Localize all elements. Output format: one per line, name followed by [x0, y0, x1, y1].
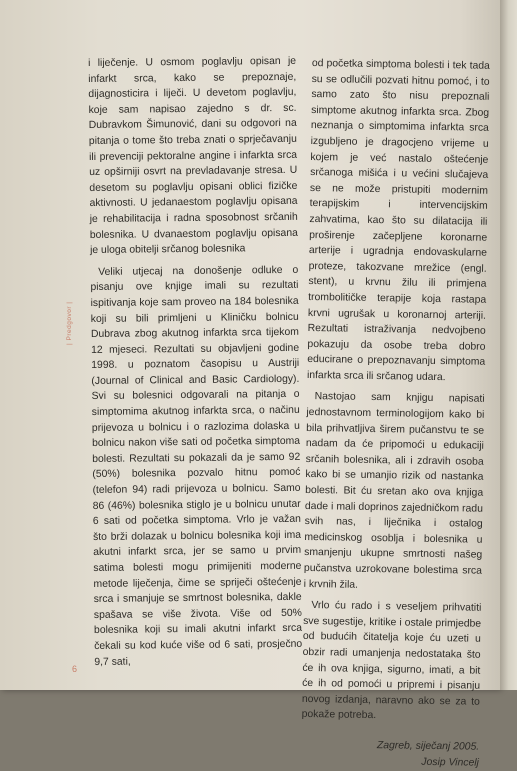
paragraph: Vrlo ću rado i s veseljem prihvatiti sve sugestije, kritike i ostale primjedbe od budućih čitatelja koje ću uzeti u obzir radi umanjenja nedostataka što će ih ova knjiga, sigurno, imati, a bit će ih od pomoći u pripremi i pisanju novog izdanja, naravno ako se za to pokaže potreba.	[301, 600, 482, 722]
page-number: 6	[72, 664, 78, 674]
paragraph: od početka simptoma bolesti i tek tada su se odlučili pozvati hitnu pomoć, i to samo zato što nisu prepoznali simptome akutnog infarkta srca. Zbog neznanja o simptomima infarkta srca izgubljeno je dragocjeno vrijeme u kojem je već nastalo oštećenje srčanoga mišića i u većini slučajeva se ne može pristupiti modernim terapijskim i intervencijskim zahvatima, kao što su dilatacija ili proširenje začepljene koronarne arterije i ugradnja endovaskularne proteze, takozvane mrežice (engl. stent), u krvnu žilu ili primjena trombolitičke terapije koja rastapa krvni ugrušak u koronarnoj arteriji. Rezultati istraživanja nedvojbeno pokazuju da osobe treba dobro educirane o prepoznavanju simptoma infarkta srca ili srčanog udara.	[306, 57, 490, 384]
left-text-column	[88, 54, 302, 670]
section-tab-label: | Predgovor |	[66, 301, 73, 345]
paragraph: i liječenje. U osmom poglavlju opisan je infarkt srca, kako se prepoznaje, dijagnosticira i liječi. U devetom poglavlju, koje sam napisao zajedno s dr. sc. Dubravkom Šimunović, dani su odgovori na pitanja o tome što treba znati o sprječavanju ili prevenciji pektoralne angine i infarkta srca uz opširniji osvrt na prevladavanje stresa. U desetom su poglavlju opisani oblici fizičke aktivnosti. U jedanaestom poglavlju opisana je rehabilitacija i radna sposobnost srčanih bolesnika. U dvanaestom poglavlju opisana je uloga obitelji srčanog bolesnika	[88, 55, 298, 257]
paragraph: Veliki utjecaj na donošenje odluke o pisanju ove knjige imali su rezultati ispitivanja koje sam proveo na 184 bolesnika koji su bili primljeni u Kliničku bolnicu Dubrava zbog akutnog infarkta srca tijekom 12 mjeseci. Rezultati su objavljeni godine 1998. u poznatom časopisu u Austriji (Journal of Clinical and Basic Cardiology). Svi su bolesnici odgovarali na pitanja o simptomima akutnog infarkta srca, o načinu prijevoza u bolnicu i o razlozima dolaska u bolnicu nakon više sati od početka simptoma bolesti. Rezultati su pokazali da je samo 92 (50%) bolesnika pozvalo hitnu pomoć (telefon 94) radi prijevoza u bolnicu. Samo 86 (46%) bolesnika stiglo je u bolnicu unutar 6 sati od početka simptoma. Vrlo je važan što brži dolazak u bolnicu bolesnika koji ima akutni infarkt srca, jer se samo u prvim satima bolesti mogu primijeniti moderne metode liječenja, čime se spriječi oštećenje srca i smanjuje se smrtnost bolesnika, dakle spašava se više života. Više od 50% bolesnika koji su imali akutni infarkt srca čekali su kod kuće više od 6 sati, prosječno 9,7 sati,	[90, 264, 303, 668]
right-text-column	[301, 56, 490, 771]
signoff	[301, 737, 479, 771]
adjacent-page-edge	[500, 0, 517, 690]
signoff-author: Josip Vincelj	[421, 756, 480, 769]
paragraph: Nastojao sam knjigu napisati jednostavnom terminologijom kako bi bila prihvatljiva širem pučanstvu te se nadam da će pripomoći u edukaciji srčanih bolesnika, ali i zdravih osoba kako bi se umanjio rizik od nastanka bolesti. Bit ću sretan ako ova knjiga dade i mali doprinos zajedničkom radu svih nas, i liječnika i ostalog medicinskog osoblja i bolesnika u smanjenju ukupne smrtnosti našeg pučanstva uzrokovane bolestima srca i krvnih žila.	[303, 391, 485, 591]
signoff-place-date: Zagreb, siječanj 2005.	[376, 740, 480, 753]
